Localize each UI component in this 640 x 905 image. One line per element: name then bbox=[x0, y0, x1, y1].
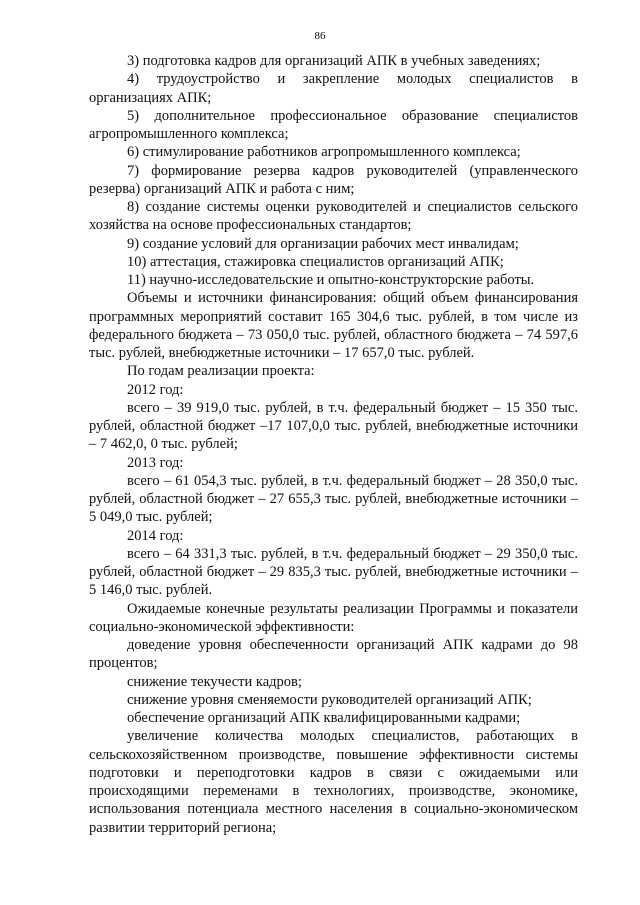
expected-results-intro: Ожидаемые конечные результаты реализации Программы и показатели социально-экономической эффективности: bbox=[89, 600, 578, 635]
years-intro: По годам реализации проекта: bbox=[127, 363, 315, 380]
list-item-8: 8) создание системы оценки руководителей и специалистов сельского хозяйства на основе профессиональных стандартов; bbox=[89, 199, 578, 234]
result-item: снижение текучести кадров; bbox=[127, 673, 302, 690]
list-item-7: 7) формирование резерва кадров руководителей (управленческого резерва) организаций АПК и работа с ним; bbox=[89, 162, 578, 197]
year-2012-heading: 2012 год: bbox=[127, 381, 184, 398]
list-item-4: 4) трудоустройство и закрепление молодых специалистов в организациях АПК; bbox=[89, 71, 578, 106]
year-2012-funding: всего – 39 919,0 тыс. рублей, в т.ч. федеральный бюджет – 15 350 тыс. рублей, областной бюджет –17 107,0,0 тыс. рублей, внебюджетные источники – 7 462,0, 0 тыс. рублей; bbox=[89, 399, 578, 453]
year-2014-funding: всего – 64 331,3 тыс. рублей, в т.ч. федеральный бюджет – 29 350,0 тыс. рублей, областной бюджет – 29 835,3 тыс. рублей, внебюджетные источники – 5 146,0 тыс. рублей. bbox=[89, 545, 578, 599]
result-item: доведение уровня обеспеченности организаций АПК кадрами до 98 процентов; bbox=[89, 637, 578, 672]
year-2013-funding: всего – 61 054,3 тыс. рублей, в т.ч. федеральный бюджет – 28 350,0 тыс. рублей, областной бюджет – 27 655,3 тыс. рублей, внебюджетные источники – 5 049,0 тыс. рублей; bbox=[89, 472, 578, 526]
year-2014-heading: 2014 год: bbox=[127, 527, 184, 544]
list-item-9: 9) создание условий для организации рабочих мест инвалидам; bbox=[127, 235, 519, 252]
document-body bbox=[89, 52, 578, 837]
result-item: увеличение количества молодых специалистов, работающих в сельскохозяйственном производстве, повышение эффективности системы подготовки и переподготовки кадров в связи с ожидаемыми или происходящими переменами в технологиях, производстве, экономике, использования потенциала местного населения в социально-экономическом развитии территорий региона; bbox=[89, 728, 578, 836]
page-number: 86 bbox=[314, 30, 326, 42]
funding-paragraph: Объемы и источники финансирования: общий объем финансирования программных мероприятий составит 165 304,6 тыс. рублей, в том числе из федерального бюджета – 73 050,0 тыс. рублей, областного бюджета – 74 597,6 тыс. рублей, внебюджетные источники – 17 657,0 тыс. рублей. bbox=[89, 290, 578, 361]
list-item-6: 6) стимулирование работников агропромышленного комплекса; bbox=[127, 144, 521, 161]
list-item-10: 10) аттестация, стажировка специалистов организаций АПК; bbox=[127, 253, 504, 270]
result-item: снижение уровня сменяемости руководителей организаций АПК; bbox=[127, 691, 532, 708]
list-item-3: 3) подготовка кадров для организаций АПК в учебных заведениях; bbox=[127, 53, 541, 69]
year-2013-heading: 2013 год: bbox=[127, 454, 184, 471]
list-item-11: 11) научно-исследовательские и опытно-конструкторские работы. bbox=[127, 272, 535, 288]
result-item: обеспечение организаций АПК квалифицированными кадрами; bbox=[127, 710, 521, 726]
list-item-5: 5) дополнительное профессиональное образование специалистов агропромышленного комплекса; bbox=[89, 107, 578, 142]
